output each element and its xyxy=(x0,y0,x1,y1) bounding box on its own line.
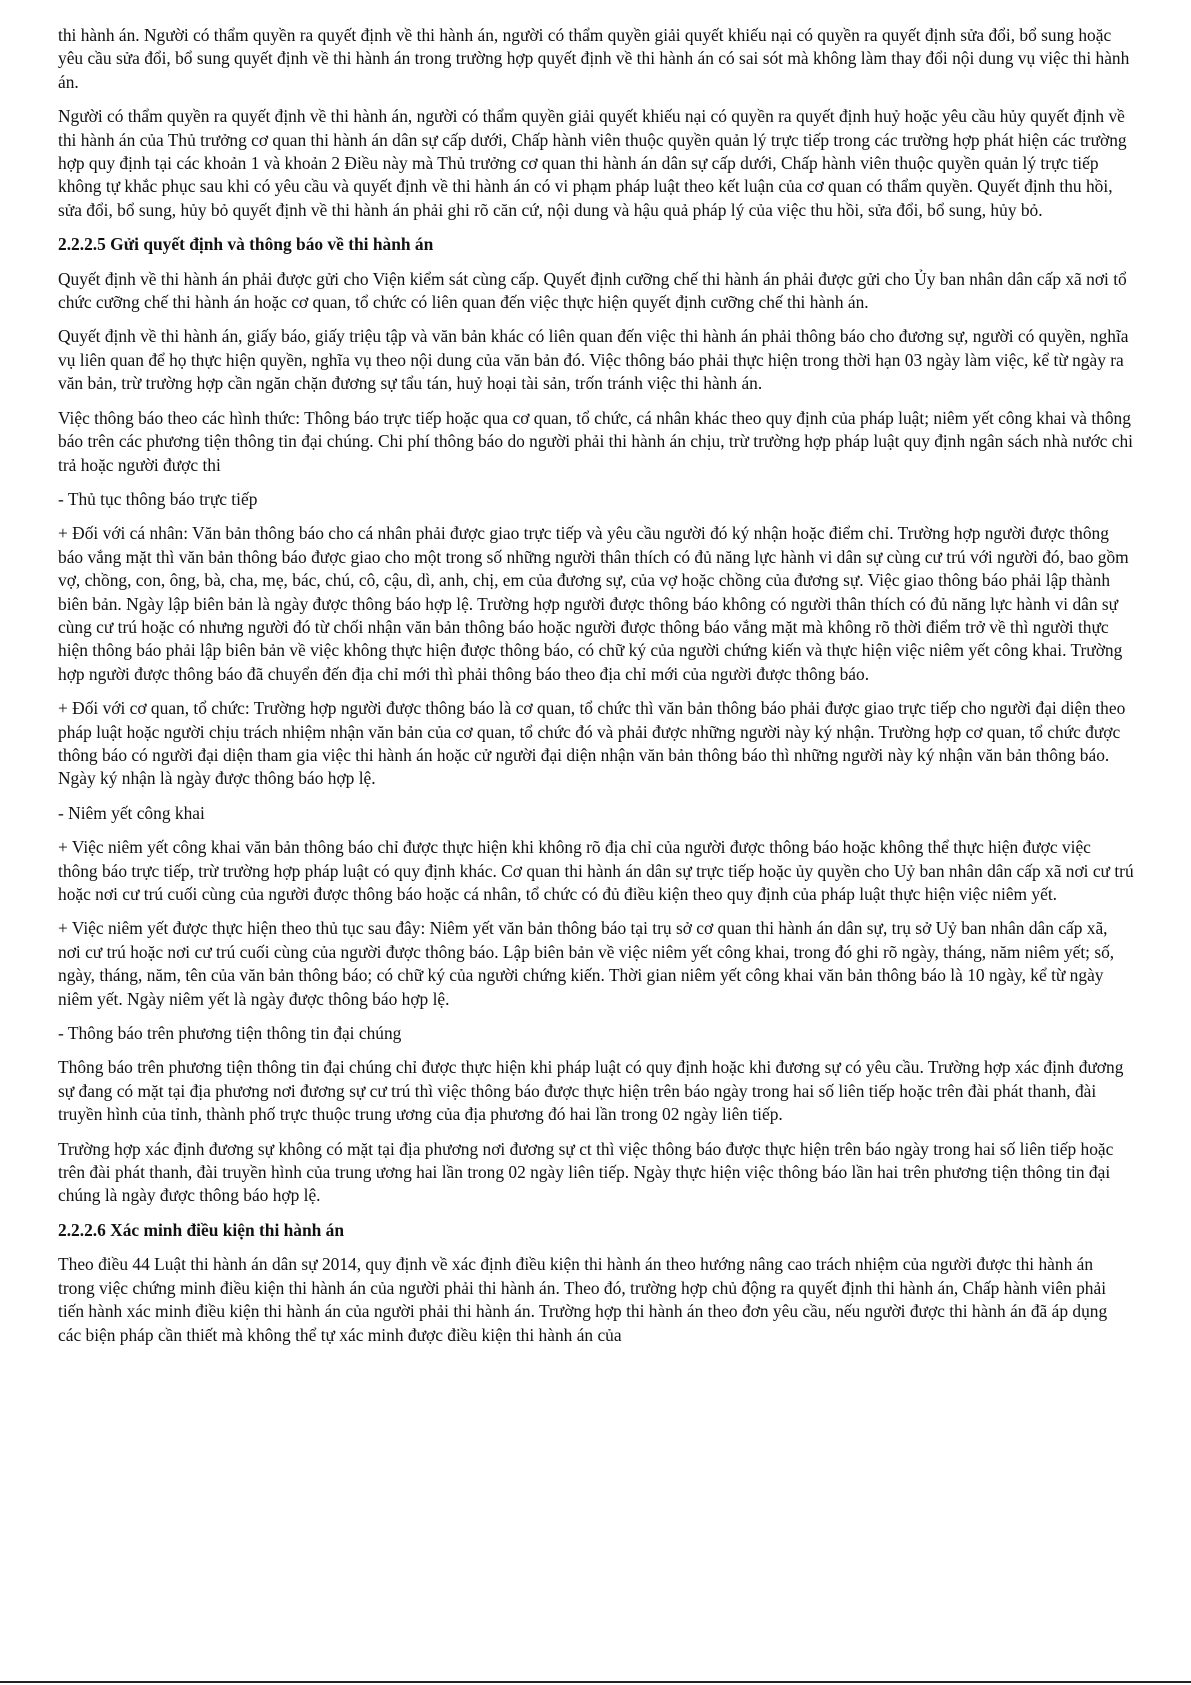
paragraph: Người có thẩm quyền ra quyết định về thi hành án, người có thẩm quyền giải quyết khiếu nại có quyền ra quyết định huỷ hoặc yêu cầu hủy quyết định về thi hành án của Thủ trưởng cơ quan thi hành án dân sự cấp dưới, Chấp hành viên thuộc quyền quản lý trực tiếp trong các trường hợp phát hiện các trường hợp quy định tại các khoản 1 và khoản 2 Điều này mà Thủ trưởng cơ quan thi hành án dân sự cấp dưới, Chấp hành viên thuộc quyền quản lý trực tiếp không tự khắc phục sau khi có yêu cầu và quyết định về thi hành án có vi phạm pháp luật theo kết luận của cơ quan có thẩm quyền. Quyết định thu hồi, sửa đổi, bổ sung, hủy bỏ quyết định về thi hành án phải ghi rõ căn cứ, nội dung và hậu quả pháp lý của việc thu hồi, sửa đổi, bổ sung, hủy bỏ. xyxy=(58,106,1127,220)
section-heading-2-2-2-6: 2.2.2.6 Xác minh điều kiện thi hành án xyxy=(58,1219,345,1240)
list-item-heading: - Thông báo trên phương tiện thông tin đại chúng xyxy=(58,1023,402,1044)
list-item: + Việc niêm yết công khai văn bản thông báo chỉ được thực hiện khi không rõ địa chỉ của người được thông báo hoặc không thể thực hiện được việc thông báo trực tiếp, trừ trường hợp pháp luật có quy định khác. Cơ quan thi hành án dân sự trực tiếp hoặc ủy quyền cho Uỷ ban nhân dân cấp xã nơi cư trú hoặc nơi cư trú cuối cùng của người được thông báo hoặc cá nhân, tổ chức có đủ điều kiện theo quy định của pháp luật thực hiện việc niêm yết. xyxy=(58,837,1134,904)
list-item-heading: - Thủ tục thông báo trực tiếp xyxy=(58,488,258,509)
paragraph: thi hành án. Người có thẩm quyền ra quyết định về thi hành án, người có thẩm quyền giải quyết khiếu nại có quyền ra quyết định sửa đổi, bổ sung hoặc yêu cầu sửa đổi, bổ sung quyết định về thi hành án trong trường hợp quyết định về thi hành án có sai sót mà không làm thay đổi nội dung vụ việc thi hành án. xyxy=(58,25,1130,92)
list-item: + Việc niêm yết được thực hiện theo thủ tục sau đây: Niêm yết văn bản thông báo tại trụ sở cơ quan thi hành án dân sự, trụ sở Uỷ ban nhân dân cấp xã, nơi cư trú hoặc nơi cư trú cuối cùng của người được thông báo. Lập biên bản về việc niêm yết công khai, trong đó ghi rõ ngày, tháng, năm niêm yết; số, ngày, tháng, năm, tên của văn bản thông báo; có chữ ký của người chứng kiến. Thời gian niêm yết công khai văn bản thông báo là 10 ngày, kể từ ngày niêm yết. Ngày niêm yết là ngày được thông báo hợp lệ. xyxy=(58,918,1115,1009)
page-bottom-rule xyxy=(0,1681,1191,1683)
section-heading-2-2-2-5: 2.2.2.5 Gửi quyết định và thông báo về thi hành án xyxy=(58,234,434,255)
list-item-heading: - Niêm yết công khai xyxy=(58,802,205,823)
list-item: + Đối với cơ quan, tổ chức: Trường hợp người được thông báo là cơ quan, tổ chức thì văn bản thông báo phải được giao trực tiếp cho người đại diện theo pháp luật hoặc người chịu trách nhiệm nhận văn bản của cơ quan, tổ chức đó và phải được những người này ký nhận. Trường hợp cơ quan, tổ chức được thông báo có người đại diện tham gia việc thi hành án hoặc cử người đại diện nhận văn bản thông báo thì những người này ký nhận văn bản thông báo. Ngày ký nhận là ngày được thông báo hợp lệ. xyxy=(58,698,1126,789)
paragraph: Quyết định về thi hành án phải được gửi cho Viện kiểm sát cùng cấp. Quyết định cưỡng chế thi hành án phải được gửi cho Ủy ban nhân dân cấp xã nơi tổ chức cưỡng chế thi hành án hoặc cơ quan, tổ chức có liên quan đến việc thực hiện quyết định cưỡng chế thi hành án. xyxy=(58,268,1127,313)
paragraph: Thông báo trên phương tiện thông tin đại chúng chỉ được thực hiện khi pháp luật có quy định hoặc khi đương sự có yêu cầu. Trường hợp xác định đương sự đang có mặt tại địa phương nơi đương sự cư trú thì việc thông báo được thực hiện trên báo ngày trong hai số liên tiếp hoặc trên đài phát thanh, đài truyền hình của tỉnh, thành phố trực thuộc trung ương của địa phương đó hai lần trong 02 ngày liên tiếp. xyxy=(58,1057,1124,1125)
list-item: + Đối với cá nhân: Văn bản thông báo cho cá nhân phải được giao trực tiếp và yêu cầu người đó ký nhận hoặc điểm chỉ. Trường hợp người được thông báo vắng mặt thì văn bản thông báo được giao cho một trong số những người thân thích có đủ năng lực hành vi dân sự cùng cư trú với người đó, bao gồm vợ, chồng, con, ông, bà, cha, mẹ, bác, chú, cô, cậu, dì, anh, chị, em của đương sự, của vợ hoặc chồng của đương sự. Việc giao thông báo phải lập thành biên bản. Ngày lập biên bản là ngày được thông báo hợp lệ. Trường hợp người được thông báo không có người thân thích có đủ năng lực hành vi dân sự cùng cư trú hoặc có nhưng người đó từ chối nhận văn bản thông báo hoặc người được thông báo vắng mặt mà không rõ thời điểm trở về thì người thực hiện thông báo phải lập biên bản về việc không thực hiện được thông báo, có chữ ký của người chứng kiến và thực hiện việc niêm yết công khai. Trường hợp người được thông báo đã chuyển đến địa chỉ mới thì phải thông báo theo địa chỉ mới của người được thông báo. xyxy=(58,523,1129,684)
document-page xyxy=(58,24,1134,1358)
paragraph: Theo điều 44 Luật thi hành án dân sự 2014, quy định về xác định điều kiện thi hành án theo hướng nâng cao trách nhiệm của người được thi hành án trong việc chứng minh điều kiện thi hành án của người phải thi hành án. Theo đó, trường hợp chủ động ra quyết định thi hành án, Chấp hành viên phải tiến hành xác minh điều kiện thi hành án của người phải thi hành án. Trường hợp thi hành án theo đơn yêu cầu, nếu người được thi hành án đã áp dụng các biện pháp cần thiết mà không thể tự xác minh được điều kiện thi hành án của xyxy=(58,1254,1108,1345)
paragraph: Quyết định về thi hành án, giấy báo, giấy triệu tập và văn bản khác có liên quan đến việc thi hành án phải thông báo cho đương sự, người có quyền, nghĩa vụ liên quan để họ thực hiện quyền, nghĩa vụ theo nội dung của văn bản đó. Việc thông báo phải thực hiện trong thời hạn 03 ngày làm việc, kể từ ngày ra văn bản, trừ trường hợp cần ngăn chặn đương sự tẩu tán, huỷ hoại tài sản, trốn tránh việc thi hành án. xyxy=(58,326,1129,394)
paragraph: Việc thông báo theo các hình thức: Thông báo trực tiếp hoặc qua cơ quan, tổ chức, cá nhân khác theo quy định của pháp luật; niêm yết công khai và thông báo trên các phương tiện thông tin đại chúng. Chi phí thông báo do người phải thi hành án chịu, trừ trường hợp pháp luật quy định ngân sách nhà nước chi trả hoặc người được thi xyxy=(58,407,1133,475)
paragraph: Trường hợp xác định đương sự không có mặt tại địa phương nơi đương sự ct thì việc thông báo được thực hiện trên báo ngày trong hai số liên tiếp hoặc trên đài phát thanh, đài truyền hình của trung ương hai lần trong 02 ngày liên tiếp. Ngày thực hiện việc thông báo lần hai trên phương tiện thông tin đại chúng là ngày được thông báo hợp lệ. xyxy=(58,1138,1114,1206)
